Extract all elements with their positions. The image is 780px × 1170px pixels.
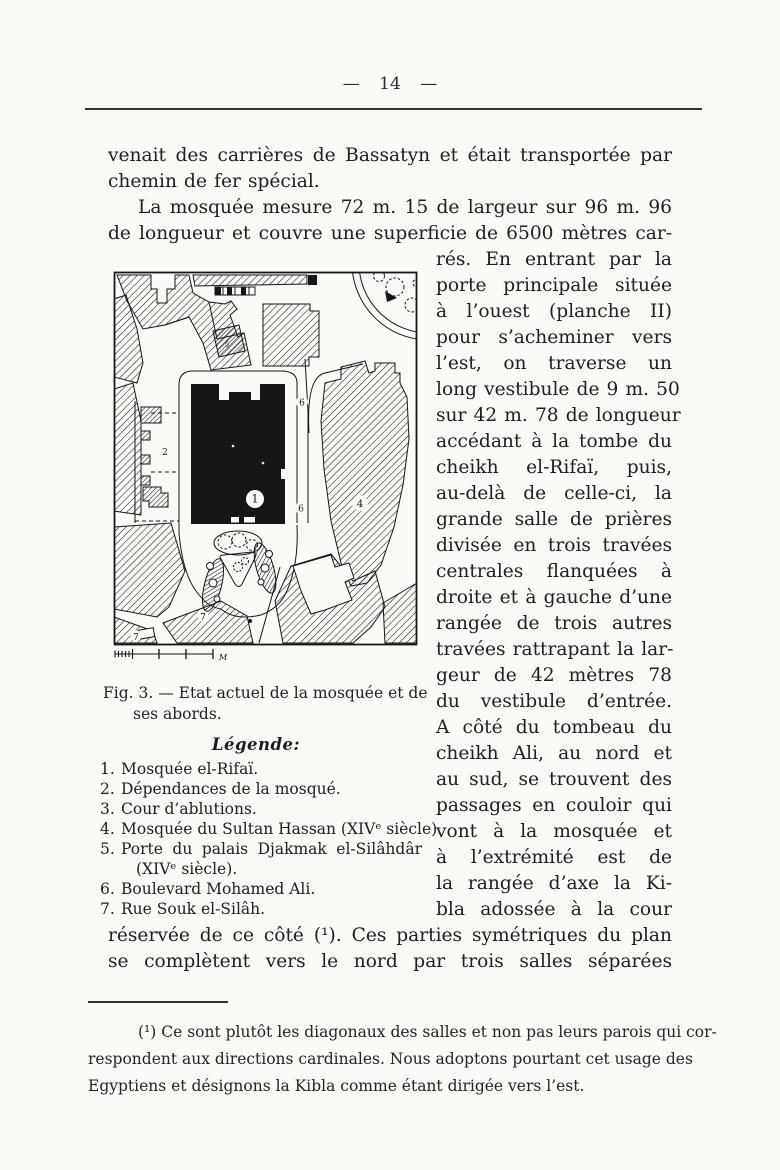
- legend-item: [100, 899, 422, 919]
- legend-number: 7.: [100, 900, 115, 918]
- text-line: la rangée d’axe la Ki-: [436, 873, 672, 894]
- legend-number: 3.: [100, 800, 115, 818]
- text-line: à l’ouest (planche II): [436, 301, 672, 322]
- map-black-square: [308, 275, 317, 285]
- map-wedge-south: [163, 601, 253, 643]
- map-label-1: 1: [251, 492, 259, 506]
- legend-text: (XIVᵉ siècle).: [136, 860, 238, 878]
- footnote-line: Egyptiens et désignons la Kibla comme étant dirigée vers l’est.: [88, 1077, 585, 1095]
- text-line: droite et à gauche d’une: [436, 587, 672, 608]
- legend-text: Porte du palais Djakmak el-Silâhdâr: [121, 840, 422, 858]
- map-scale-label: M: [219, 653, 228, 662]
- map-drawing: [114, 271, 418, 643]
- map-block-north: [263, 304, 319, 366]
- page-number: — 14 —: [342, 74, 438, 94]
- text-line: divisée en trois travées: [436, 535, 672, 556]
- legend-item: [100, 819, 443, 839]
- legend-text: Mosquée el-Rifaï.: [121, 760, 259, 778]
- figure-map: [113, 271, 418, 669]
- footnote-line: (¹) Ce sont plutôt les diagonaux des salles et non pas leurs parois qui cor-: [138, 1023, 717, 1041]
- figure-3: [90, 247, 443, 919]
- legend-number: 6.: [100, 880, 115, 898]
- text-line: à l’extrémité est de: [436, 847, 672, 868]
- text-line: passages en couloir qui: [436, 795, 672, 816]
- page-content: [88, 143, 717, 1100]
- legend-item-continuation: [100, 859, 422, 879]
- text-line: du vestibule d’entrée.: [436, 691, 672, 712]
- legend-number: 4.: [100, 820, 115, 838]
- map-label-6b: 6: [298, 504, 304, 515]
- legend-number: 2.: [100, 780, 115, 798]
- map-corner-southeast: [383, 583, 417, 643]
- map-arcade: [215, 287, 255, 295]
- map-label-4: 4: [356, 499, 364, 510]
- map-mosque-rifai: [191, 384, 285, 524]
- map-block-sultan-hassan: [321, 361, 409, 586]
- text-line: cheikh el-Rifaï, puis,: [436, 457, 672, 478]
- text-line: l’est, on traverse un: [436, 353, 672, 374]
- text-line: porte principale située: [436, 275, 672, 296]
- footnote-line: respondent aux directions cardinales. Nous adoptons pourtant cet usage des: [88, 1050, 693, 1068]
- text-line: geur de 42 mètres 78: [436, 665, 672, 686]
- text-line: long vestibule de 9 m. 50: [436, 379, 680, 400]
- legend-number: 5.: [100, 840, 115, 858]
- legend-number: 1.: [100, 760, 115, 778]
- text-line: vont à la mosquée et: [436, 821, 672, 842]
- legend-item: [100, 759, 422, 779]
- text-line: rés. En entrant par la: [436, 249, 672, 270]
- legend-item: [100, 779, 422, 799]
- text-line: bla adossée à la cour: [436, 899, 672, 920]
- text-line: au-delà de celle-ci, la: [436, 483, 672, 504]
- text-line: au sud, se trouvent des: [436, 769, 672, 790]
- text-line: A côté du tombeau du: [436, 717, 672, 738]
- text-line: venait des carrières de Bassatyn et était transportée par: [108, 145, 672, 166]
- text-line: pour s’acheminer vers: [436, 327, 672, 348]
- text-line: cheikh Ali, au nord et: [436, 743, 672, 764]
- header-rule: [85, 108, 702, 110]
- text-line: réservée de ce côté (¹). Ces parties symétriques du plan: [108, 925, 672, 946]
- text-line: chemin de fer spécial.: [108, 171, 320, 192]
- text-line: de longueur et couvre une superficie de 6500 mètres car-: [108, 223, 672, 244]
- legend-text: Boulevard Mohamed Ali.: [121, 880, 316, 898]
- map-label-7b: 7: [133, 633, 139, 643]
- text-line: La mosquée mesure 72 m. 15 de largeur sur 96 m. 96: [138, 197, 672, 218]
- map-label-5: 5: [224, 341, 230, 349]
- legend-text: Rue Souk el-Silâh.: [121, 900, 266, 918]
- map-label-2: 2: [162, 448, 168, 458]
- text-line: travées rattrapant la lar-: [436, 639, 674, 660]
- map-strip-north: [193, 275, 307, 286]
- footnote-rule: [88, 1001, 228, 1003]
- legend-item: [100, 879, 422, 899]
- figure-legend: [100, 759, 443, 919]
- map-label-6a: 6: [299, 398, 305, 409]
- map-dependencies: [135, 401, 179, 523]
- map-strip-west-lower: [114, 383, 141, 515]
- caption-line: ses abords.: [133, 705, 222, 723]
- legend-item: [100, 839, 422, 859]
- text-line: sur 42 m. 78 de longueur: [436, 405, 681, 426]
- text-line: centrales flanquées à: [436, 561, 672, 582]
- legend-text: Cour d’ablutions.: [121, 800, 257, 818]
- legend-item: [100, 799, 422, 819]
- legend-title: Légende:: [211, 735, 301, 754]
- map-label-7a: 7: [200, 613, 206, 623]
- legend-text: Dépendances de la mosqué.: [121, 780, 341, 798]
- map-roundabout: [352, 271, 418, 340]
- caption-line: Fig. 3. — Etat actuel de la mosquée et de: [103, 684, 428, 702]
- text-line: accédant à la tombe du: [436, 431, 672, 452]
- text-line: rangée de trois autres: [436, 613, 672, 634]
- text-line: grande salle de prières: [436, 509, 672, 530]
- map-block-southwest: [114, 523, 185, 617]
- map-scale-bar: [115, 649, 228, 662]
- legend-text: Mosquée du Sultan Hassan (XIVᵉ siècle).: [121, 820, 443, 838]
- footnote: [88, 1019, 717, 1100]
- text-line: se complètent vers le nord par trois salles séparées: [108, 951, 672, 972]
- figure-caption: [103, 683, 428, 725]
